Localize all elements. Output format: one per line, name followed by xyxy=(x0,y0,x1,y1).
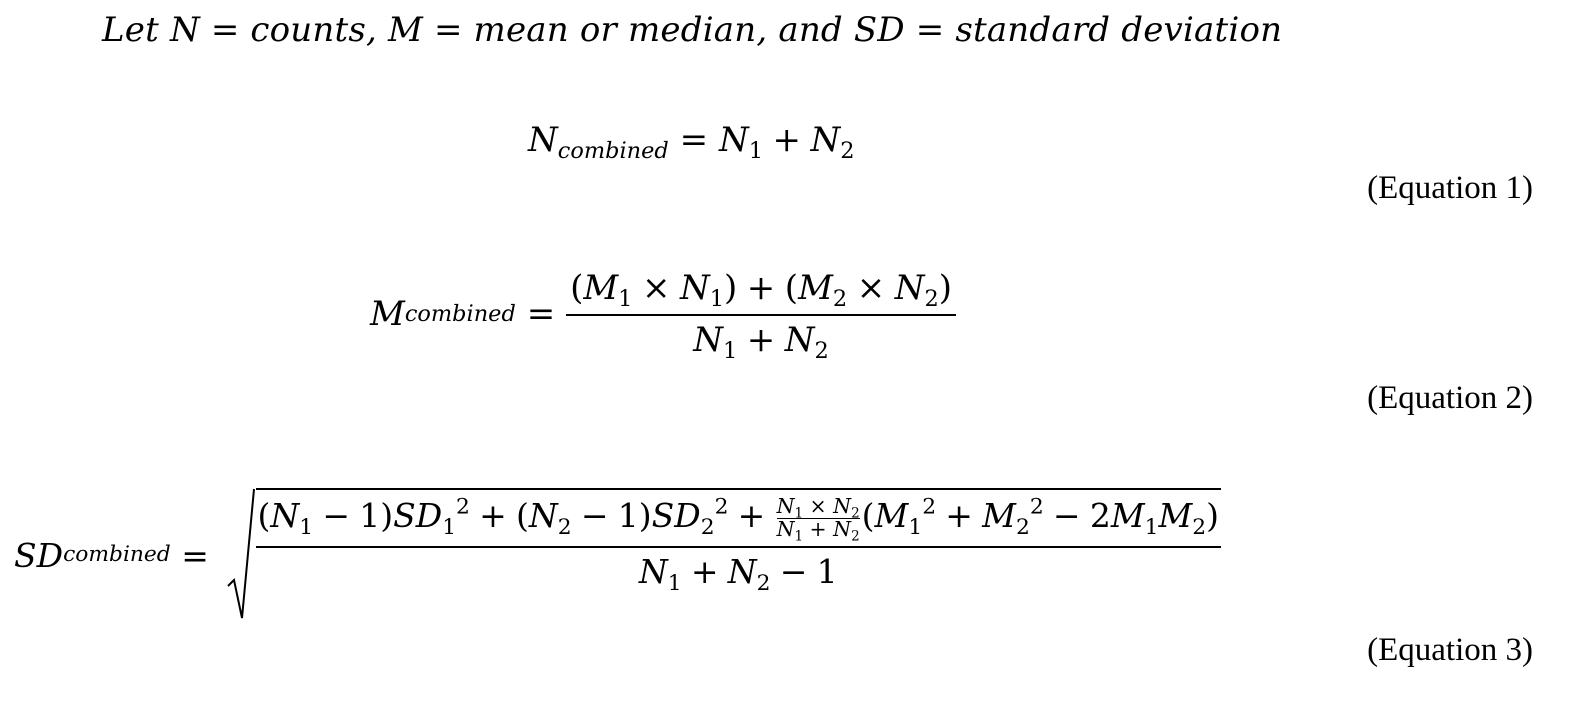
sd-denominator: $N_1 + N_2 - 1$ xyxy=(638,551,838,596)
equation-2-label: (Equation 2) xyxy=(1367,380,1533,416)
definitions-line xyxy=(102,10,1282,50)
m-combined-symbol: M xyxy=(370,294,405,334)
sd-symbol: SD xyxy=(853,10,905,50)
mean-fraction xyxy=(566,268,956,365)
m-definition: mean or median, and xyxy=(473,10,843,50)
sd-combined-symbol: SD xyxy=(14,535,64,575)
radicand xyxy=(256,488,1222,622)
equals-sign: = xyxy=(210,10,240,50)
mean-denominator: $N_1 + N_2$ xyxy=(693,320,829,365)
radical-sign-icon xyxy=(226,488,256,622)
equation-2: M combined = $\frac{(M_1 \times N_1) + (M_2 \times N_2)}{N_1 + N_2}$ xyxy=(370,268,956,360)
equation-1-label: (Equation 1) xyxy=(1367,170,1533,206)
equals-sign: = xyxy=(915,10,945,50)
sd-fraction xyxy=(256,494,1222,596)
plus-sign: + xyxy=(772,120,802,160)
n1-term: N xyxy=(718,120,749,160)
sd-numerator: $(N_1 - 1)SD_1^2 + (N_2 - 1)SD_2^2$ + $\frac{N_1 \times N_2}{N_1 + N_2}$ $(M_1^2 + M_2^2 - 2M_1M_2)$ xyxy=(257,494,1219,544)
equals-sign: = xyxy=(433,10,463,50)
let-word: Let xyxy=(102,10,159,50)
n1-subscript: 1 xyxy=(748,138,764,165)
n-definition: counts, xyxy=(250,10,378,50)
sd-definition: standard deviation xyxy=(955,10,1283,50)
weight-fraction: $\frac{N_1 \times N_2}{N_1 + N_2}$ xyxy=(776,494,860,544)
n-combined-symbol: N xyxy=(528,120,558,160)
mean-numerator: $(M_1 \times N_1) + (M_2 \times N_2)$ xyxy=(570,268,952,313)
equation-1: $N_{combined} = N_1 + N_2$ xyxy=(528,120,855,165)
m-symbol: M xyxy=(388,10,424,50)
n2-term: N xyxy=(810,120,841,160)
n-symbol: N xyxy=(169,10,200,50)
equation-3-label: (Equation 3) xyxy=(1367,632,1533,668)
n2-subscript: 2 xyxy=(840,138,855,165)
combined-subscript: combined xyxy=(557,138,669,165)
square-root xyxy=(226,488,1222,622)
equation-3: SD combined = $(N_1 - 1)SD_1^2 + (N_2 - 1)SD_2^2$ + $\frac{N_1 \times N_2}{N_1 + N_2}$ $(M_1^2 + M_2^2 - 2M_1M_2)$ $N_1 + N_2 - 1$ xyxy=(14,488,1221,622)
